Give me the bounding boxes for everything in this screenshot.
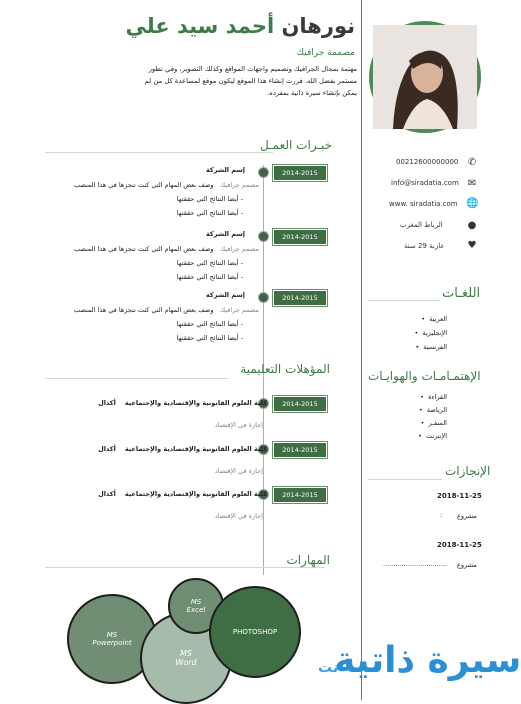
achievement-label: مشروع [457, 561, 477, 569]
site-logo [318, 640, 521, 681]
experience-company: إسم الشركة [205, 291, 245, 299]
name-second: أحمد سيد علي [125, 14, 275, 38]
experience-point: - أيضا النتائج التي حققتها [176, 320, 243, 328]
experience-point: - أيضا النتائج التي حققتها [176, 334, 243, 342]
education-degree: إجازة في الإقتصاد [214, 512, 263, 520]
experience-point: - أيضا النتائج التي حققتها [176, 195, 243, 203]
phone-icon: ✆ [467, 157, 477, 168]
location-icon: ● [467, 220, 477, 231]
experience-role-title: مصمم جرافيك [219, 245, 259, 253]
language-label: الفرنسية [423, 343, 447, 351]
email-icon: ✉ [467, 178, 477, 189]
experience-role [74, 181, 259, 189]
experience-description: وصف بعض المهام التي كنت تنجزها في هذا المنصب [73, 181, 214, 189]
logo-suffix: نت [318, 660, 339, 676]
education-degree: إجازة في الإقتصاد [214, 421, 263, 429]
experience-point: - أيضا النتائج التي حققتها [176, 209, 243, 217]
timeline-dot [258, 292, 269, 303]
experience-point: - أيضا النتائج التي حققتها [176, 259, 243, 267]
achievement-value: ............................... [383, 560, 448, 568]
education-school-name: كلية العلوم القانونية والإقتصادية والإجتماعية [124, 399, 267, 407]
education-school-name: كلية العلوم القانونية والإقتصادية والإجتماعية [124, 490, 267, 498]
full-name [125, 14, 355, 38]
experience-description: وصف بعض المهام التي كنت تنجزها في هذا المنصب [73, 306, 214, 314]
sidebar-divider [361, 0, 362, 700]
contact-status: عازبة 29 سنة [404, 242, 445, 250]
education-degree: إجازة في الإقتصاد [214, 467, 263, 475]
interest-label: الإنترنت [425, 432, 447, 440]
skill-circle-photoshop [209, 586, 301, 678]
education-school [98, 399, 267, 407]
language-item: الإنجليزية • [414, 329, 447, 337]
language-label: الإنجليزية [422, 329, 447, 337]
skill-excel-line2: Excel [186, 606, 206, 614]
skill-word-line1: MS [180, 649, 192, 658]
experience-underline [45, 152, 273, 153]
contact-email: info@siradatia.com [391, 179, 459, 187]
experience-role [74, 245, 259, 253]
achievement-label: مشروع [457, 512, 477, 520]
globe-icon: 🌐 [466, 198, 479, 209]
languages-heading: اللغـات [442, 286, 481, 301]
interest-label: الرياضة [426, 406, 447, 414]
education-date: 2014-2015 [273, 442, 327, 458]
language-label: العربية [429, 315, 447, 323]
language-item: الفرنسية • [415, 343, 447, 351]
skill-word-line2: Word [175, 658, 197, 667]
experience-point-text: أيضا النتائج التي حققتها [176, 259, 239, 267]
timeline-dot [258, 231, 269, 242]
education-school [98, 445, 267, 453]
heart-icon: ♥ [467, 240, 477, 251]
skills-heading: المهارات [286, 553, 330, 567]
skills-underline [45, 567, 325, 568]
contact-address: الرباط المغرب [400, 221, 443, 229]
contact-website: www. siradatia.com [389, 200, 458, 208]
skill-photoshop-label: PHOTOSHOP [232, 628, 278, 636]
experience-point-text: أيضا النتائج التي حققتها [176, 320, 239, 328]
experience-role-title: مصمم جرافيك [219, 306, 259, 314]
achievement-date: 2018-11-25 [437, 541, 482, 549]
interest-item: الإنترنت • [417, 432, 447, 440]
experience-point-text: أيضا النتائج التي حققتها [176, 209, 239, 217]
education-school-name: كلية العلوم القانونية والإقتصادية والإجتماعية [124, 445, 267, 453]
achievement-value: : [440, 511, 443, 519]
experience-role [74, 306, 259, 314]
experience-point: - أيضا النتائج التي حققتها [176, 273, 243, 281]
skill-excel-line1: MS [190, 598, 202, 606]
experience-date: 2014-2015 [273, 229, 327, 245]
experience-heading: خبـرات العمـل [260, 138, 332, 152]
job-title: مصممة جرافيك [296, 48, 355, 58]
interests-heading: الإهتمـامـات والهوايـات [368, 369, 481, 383]
interest-item: القراءة • [420, 393, 447, 401]
experience-date: 2014-2015 [273, 165, 327, 181]
experience-point-text: أيضا النتائج التي حققتها [176, 334, 239, 342]
experience-point-text: أيضا النتائج التي حققتها [176, 195, 239, 203]
experience-description: وصف بعض المهام التي كنت تنجزها في هذا المنصب [73, 245, 214, 253]
experience-point-text: أيضا النتائج التي حققتها [176, 273, 239, 281]
interest-item: السفـر • [420, 419, 447, 427]
achievement-date: 2018-11-25 [437, 492, 482, 500]
experience-company: إسم الشركة [205, 166, 245, 174]
language-item: العربية • [421, 315, 447, 323]
skill-powerpoint-line2: Powerpoint [92, 639, 132, 647]
experience-date: 2014-2015 [273, 290, 327, 306]
name-first: نورهان [281, 14, 355, 38]
experience-company: إسم الشركة [205, 230, 245, 238]
achievements-underline [368, 479, 442, 480]
logo-main: سيرة ذاتية [334, 640, 521, 681]
education-city: أكدال [98, 399, 116, 407]
education-school [98, 490, 267, 498]
education-heading: المؤهلات التعليمية [240, 362, 330, 376]
languages-underline [368, 300, 440, 301]
interest-item: الرياضة • [418, 406, 447, 414]
timeline-dot [258, 167, 269, 178]
education-date: 2014-2015 [273, 396, 327, 412]
achievements-heading: الإنجازات [445, 464, 491, 478]
experience-role-title: مصمم جرافيك [219, 181, 259, 189]
about-text: مهتمة بمجال الجرافيك وتصميم واجهات المواقع وكذلك التصوير، وفي تطور مستمر بفضل الله. قررت إنشاء هذا الموقع ليكون موقع لمساعدة كل من لم يمكن بإنشاء سيرة ذاتية بمفرده. [144, 65, 357, 97]
education-underline [45, 378, 228, 379]
interest-label: القراءة [428, 393, 447, 401]
profile-photo [369, 21, 481, 133]
education-city: أكدال [98, 445, 116, 453]
education-date: 2014-2015 [273, 487, 327, 503]
contact-phone: 00212600000000 [396, 158, 459, 166]
skill-powerpoint-line1: MS [106, 631, 118, 639]
interest-label: السفـر [428, 419, 447, 427]
education-city: أكدال [98, 490, 116, 498]
